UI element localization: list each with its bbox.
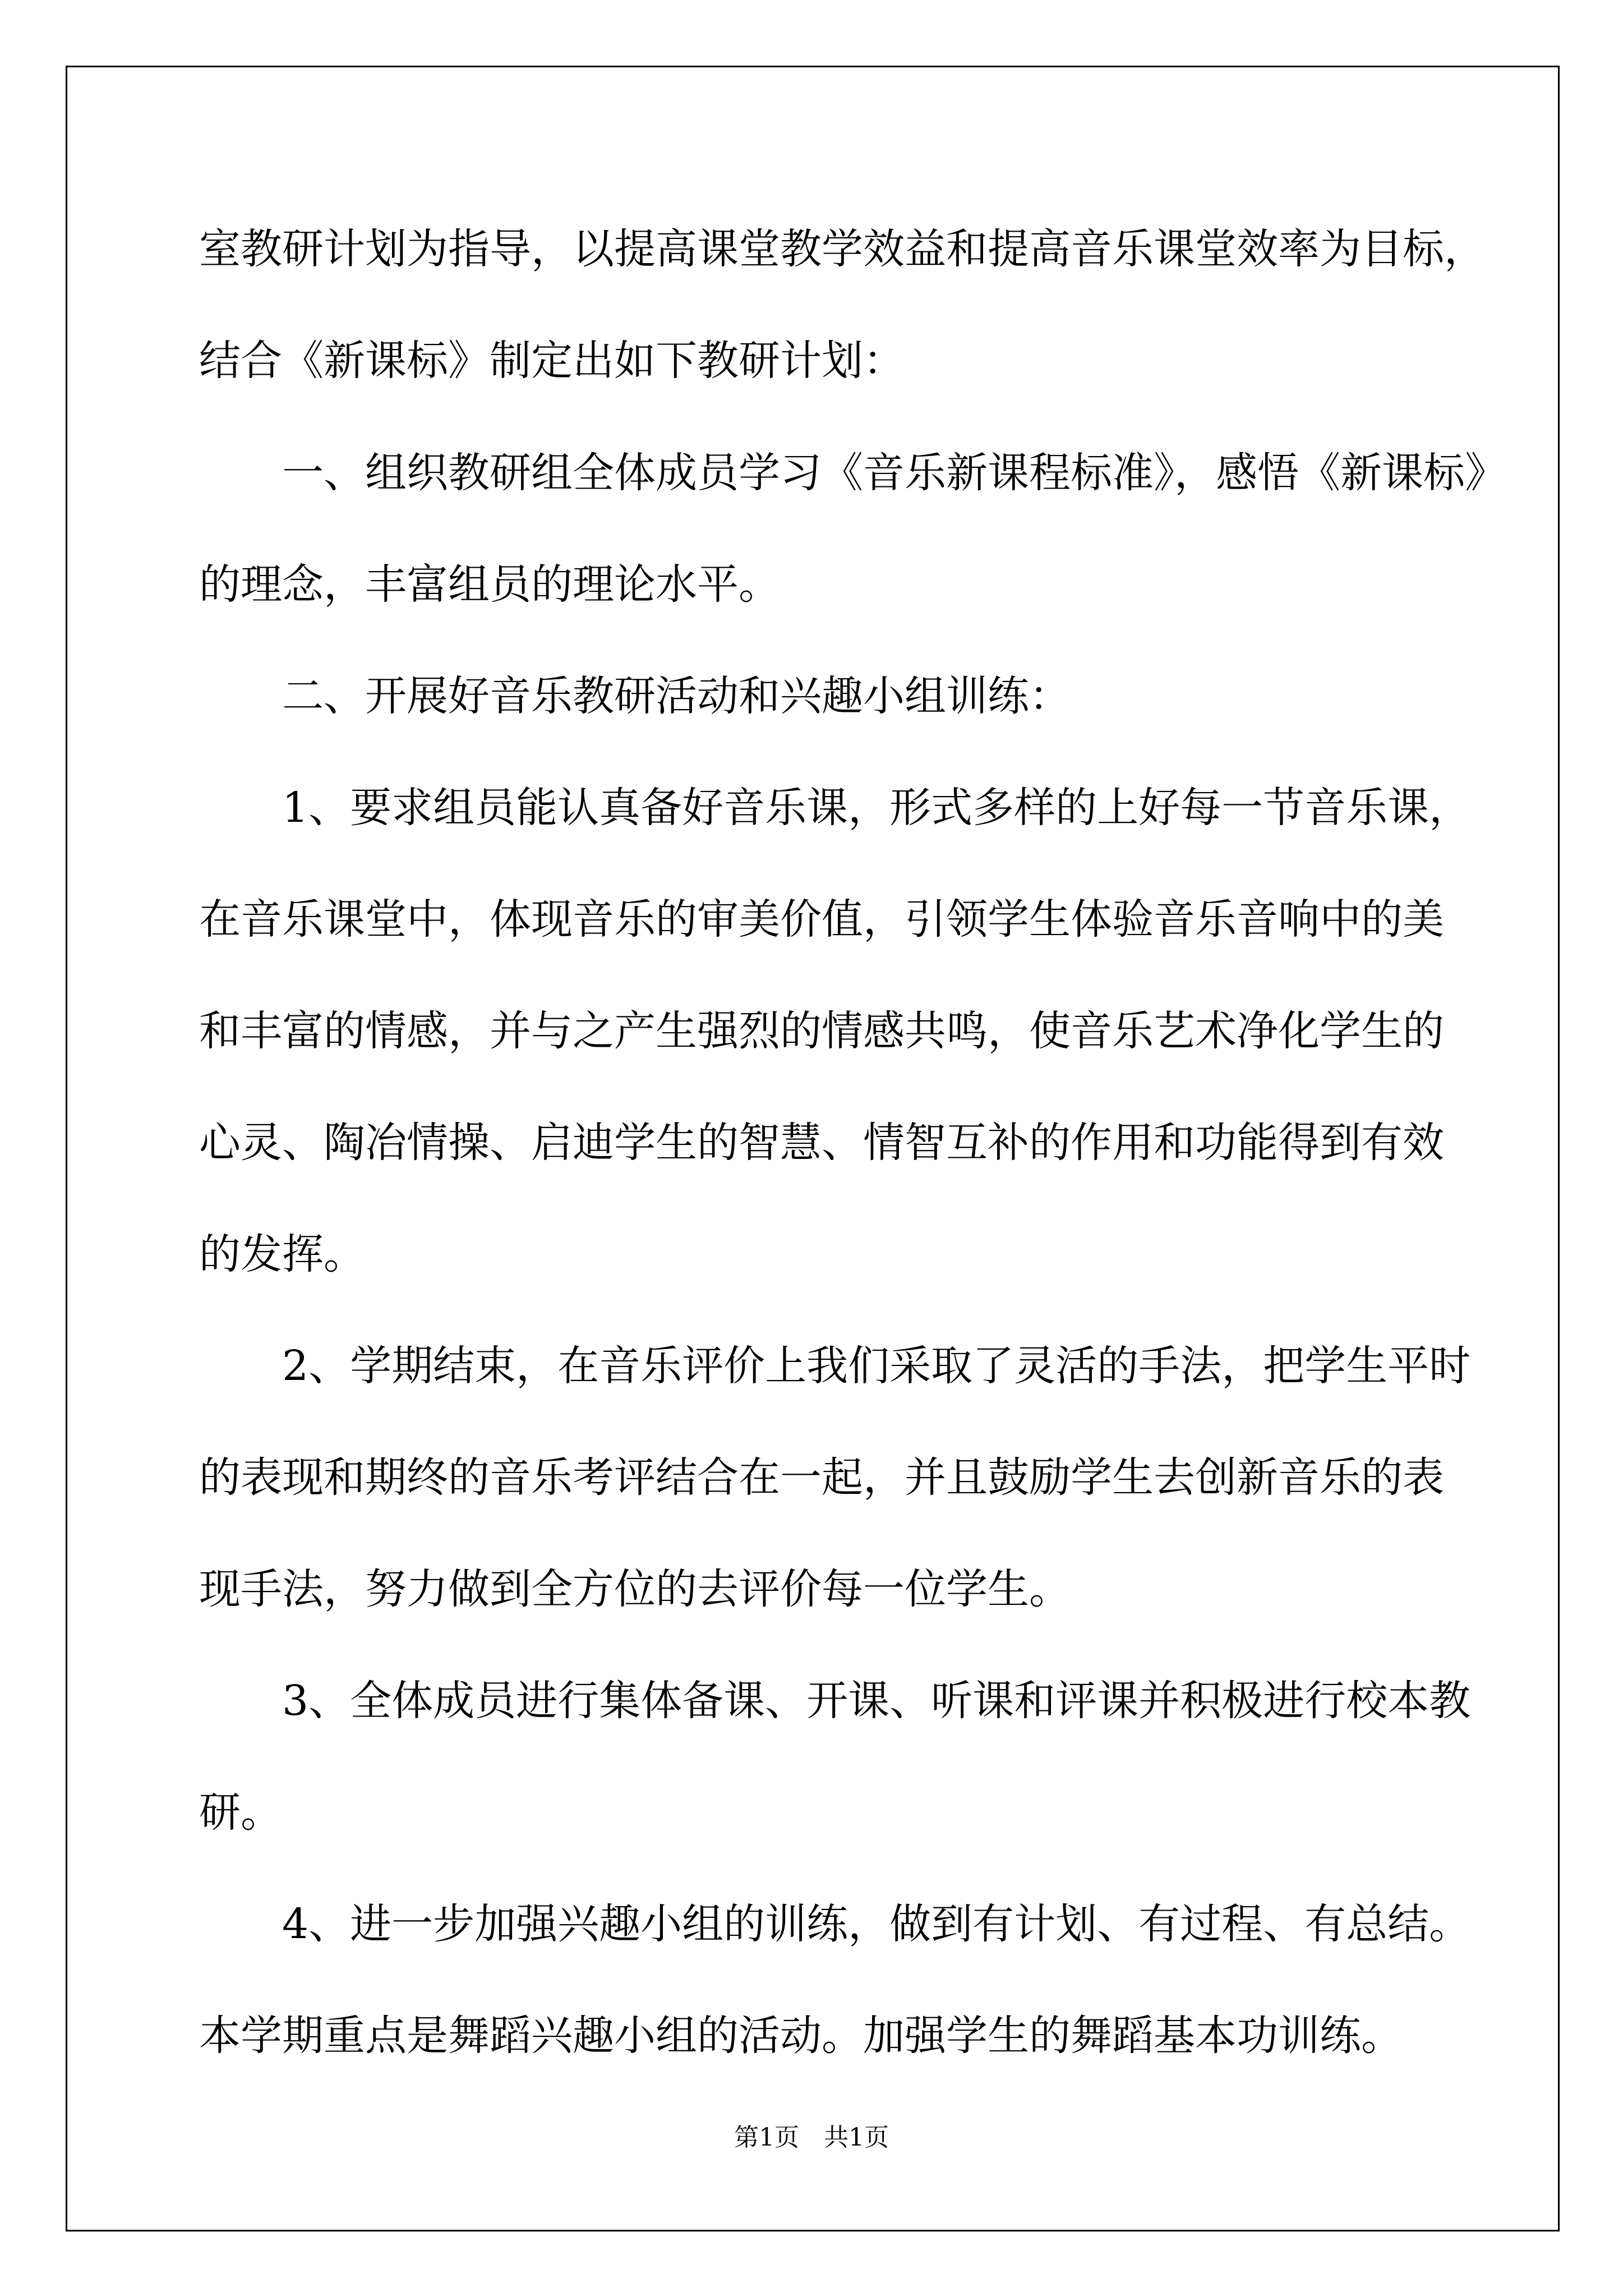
paragraph-start-line: 2、学期结束，在音乐评价上我们采取了灵活的手法，把学生平时 bbox=[282, 1342, 1471, 1390]
text-line: 结合《新课标》制定出如下教研计划： bbox=[199, 337, 905, 385]
paragraph-start-line: 一、组织教研组全体成员学习《音乐新课程标准》，感悟《新课标》 bbox=[282, 449, 1506, 497]
text-line: 本学期重点是舞蹈兴趣小组的活动。加强学生的舞蹈基本功训练。 bbox=[199, 2012, 1403, 2060]
paragraph-start-line: 3、全体成员进行集体备课、开课、听课和评课并积极进行校本教 bbox=[282, 1677, 1471, 1725]
page-number: 第1页 bbox=[734, 2123, 799, 2152]
paragraph-start-line: 1、要求组员能认真备好音乐课，形式多样的上好每一节音乐课， bbox=[282, 784, 1471, 832]
text-line: 在音乐课堂中，体现音乐的审美价值，引领学生体验音乐音响中的美 bbox=[199, 895, 1444, 944]
page-count: 共1页 bbox=[824, 2123, 889, 2152]
paragraph-start-line: 二、开展好音乐教研活动和兴趣小组训练： bbox=[282, 672, 1071, 720]
text-line: 现手法，努力做到全方位的去评价每一位学生。 bbox=[199, 1565, 1071, 1613]
text-line: 室教研计划为指导，以提高课堂教学效益和提高音乐课堂效率为目标， bbox=[199, 225, 1486, 273]
page-footer bbox=[0, 2125, 1623, 2150]
text-line: 的表现和期终的音乐考评结合在一起，并且鼓励学生去创新音乐的表 bbox=[199, 1453, 1444, 1502]
text-line: 的发挥。 bbox=[199, 1230, 365, 1278]
paragraph-start-line: 4、进一步加强兴趣小组的训练，做到有计划、有过程、有总结。 bbox=[282, 1900, 1471, 1948]
text-line: 和丰富的情感，并与之产生强烈的情感共鸣，使音乐艺术净化学生的 bbox=[199, 1007, 1444, 1055]
text-line: 的理念，丰富组员的理论水平。 bbox=[199, 560, 780, 609]
text-line: 心灵、陶冶情操、启迪学生的智慧、情智互补的作用和功能得到有效 bbox=[199, 1119, 1444, 1167]
text-line: 研。 bbox=[199, 1788, 282, 1837]
